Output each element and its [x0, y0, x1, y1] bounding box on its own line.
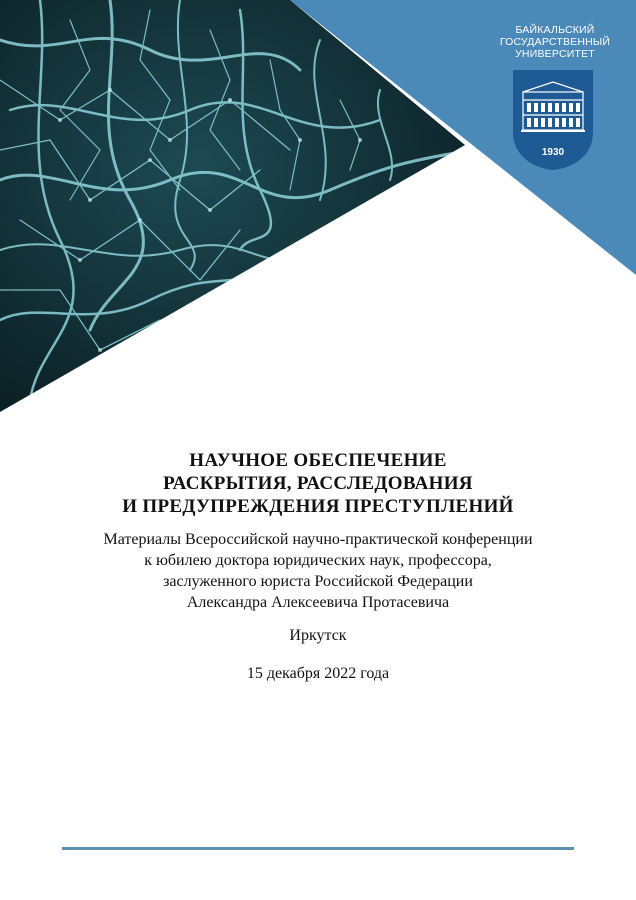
title-line-1: НАУЧНОЕ ОБЕСПЕЧЕНИЕ [189, 450, 447, 471]
publication-city: Иркутск [289, 627, 347, 644]
title-line-3: И ПРЕДУПРЕЖДЕНИЯ ПРЕСТУПЛЕНИЙ [122, 496, 514, 517]
university-building-emblem-icon [513, 70, 593, 170]
university-name [496, 24, 614, 60]
subtitle-line-3: заслуженного юриста Российской Федерации [163, 573, 473, 590]
document-title [0, 449, 636, 518]
document-subtitle [0, 529, 636, 613]
subtitle-line-1: Материалы Всероссийской научно-практической конференции [103, 531, 533, 548]
publication-date: 15 декабря 2022 года [246, 665, 390, 682]
university-name-line-3: УНИВЕРСИТЕТ [515, 48, 595, 60]
title-line-2: РАСКРЫТИЯ, РАССЛЕДОВАНИЯ [163, 473, 473, 494]
emblem-year: 1930 [541, 147, 565, 158]
university-name-line-2: ГОСУДАРСТВЕННЫЙ [499, 36, 611, 48]
subtitle-line-4: Александра Алексеевича Протасевича [186, 594, 450, 611]
subtitle-line-2: к юбилею доктора юридических наук, профессора, [144, 552, 492, 569]
university-name-line-1: БАЙКАЛЬСКИЙ [515, 24, 595, 36]
bottom-divider [62, 847, 574, 850]
cover-header-graphic [0, 0, 636, 420]
